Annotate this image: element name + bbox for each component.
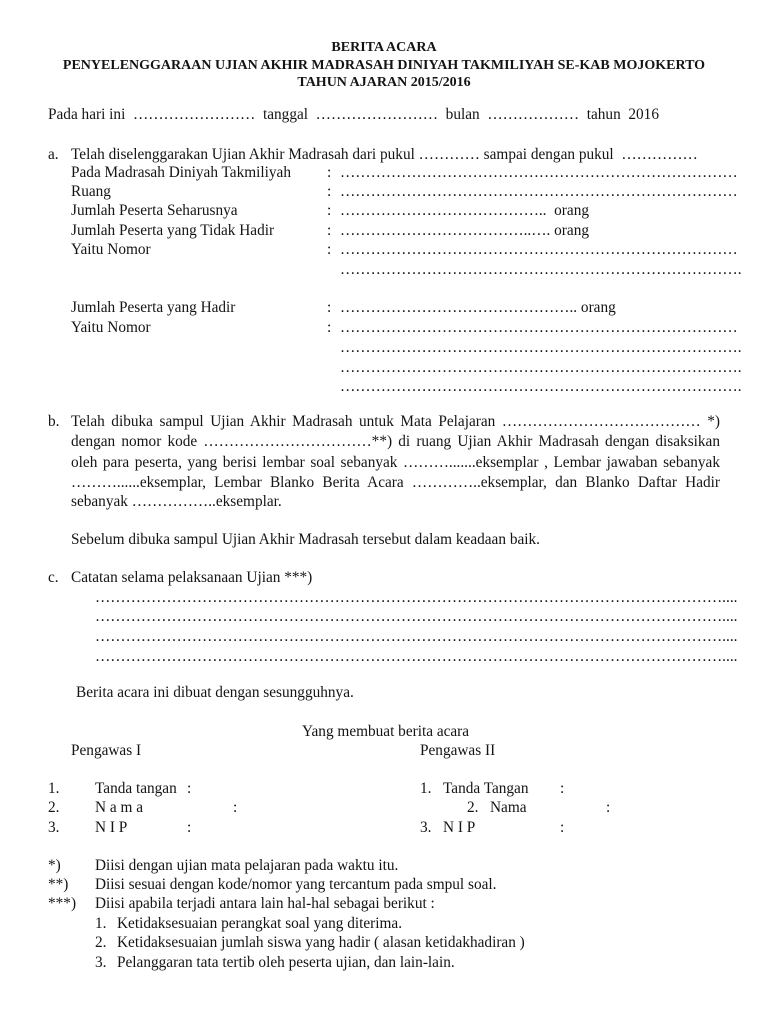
field-row-present-numbers xyxy=(71,318,738,338)
field-blank: …………………………………………………………………… xyxy=(340,183,738,200)
left-item-number: 2. xyxy=(48,799,60,816)
right-item-colon: : xyxy=(560,780,565,797)
field-label: Pada Madrasah Diniyah Takmiliyah xyxy=(71,164,291,181)
field-blank-continuation: ……………………………………………………………………. xyxy=(340,359,742,376)
signature-heading: Yang membuat berita acara xyxy=(302,723,470,740)
left-item-number: 3. xyxy=(48,819,60,836)
right-item-number: 2. xyxy=(467,799,479,816)
footnote-text: Diisi apabila terjadi antara lain hal-hal sebagai berikut : xyxy=(95,895,435,912)
section-b-note: Sebelum dibuka sampul Ujian Akhir Madrasah tersebut dalam keadaan baik. xyxy=(71,531,540,548)
field-row-expected-participants xyxy=(71,201,589,221)
right-item-colon: : xyxy=(560,819,565,836)
supervisor-2-title: Pengawas II xyxy=(420,742,496,759)
footnote-item-text: Pelanggaran tata tertib oleh peserta ujian, dan lain-lain. xyxy=(117,954,455,971)
notes-blank-line: …………………………………………………………………………………………………………….... xyxy=(95,628,738,645)
field-blank: …………………………………………………………………… xyxy=(340,241,738,258)
field-colon: : xyxy=(327,183,332,200)
supervisor-1-title: Pengawas I xyxy=(71,742,142,759)
notes-blank-line: …………………………………………………………………………………………………………….... xyxy=(95,589,738,606)
field-blank: ………………………………..…. orang xyxy=(340,222,589,239)
left-item-colon: : xyxy=(187,780,192,797)
section-b-line: oleh para peserta, yang berisi lembar soal sebanyak ……….......eksemplar , Lembar jawaban sebanyak xyxy=(71,454,720,471)
section-b-line: Telah dibuka sampul Ujian Akhir Madrasah untuk Mata Pelajaran ………………………………… *) xyxy=(71,413,720,430)
field-row-madrasah xyxy=(71,163,738,183)
academic-year: TAHUN AJARAN 2015/2016 xyxy=(297,75,471,90)
closing-statement: Berita acara ini dibuat dengan sesungguhnya. xyxy=(76,684,354,701)
section-a-intro: Telah diselenggarakan Ujian Akhir Madrasah dari pukul ………… sampai dengan pukul …………… xyxy=(71,146,698,163)
document-title: BERITA ACARA xyxy=(331,40,437,55)
section-c-label: Catatan selama pelaksanaan Ujian ***) xyxy=(71,569,313,586)
field-blank-continuation: ……………………………………………………………………. xyxy=(340,378,742,395)
document-subtitle: PENYELENGGARAAN UJIAN AKHIR MADRASAH DINIYAH TAKMILIYAH SE-KAB MOJOKERTO xyxy=(62,58,706,73)
section-a-marker: a. xyxy=(48,146,59,163)
field-blank: ………………………………….. orang xyxy=(340,202,589,219)
left-item-colon: : xyxy=(187,819,192,836)
field-colon: : xyxy=(327,241,332,258)
field-label: Ruang xyxy=(71,183,111,200)
right-item-label: Tanda Tangan xyxy=(443,780,529,797)
footnote-marker: *) xyxy=(48,857,61,874)
field-label: Yaitu Nomor xyxy=(71,241,151,258)
left-item-number: 1. xyxy=(48,780,60,797)
left-item-label: N a m a xyxy=(95,799,143,816)
field-blank: …………………………………………………………………… xyxy=(340,319,738,336)
field-row-absent-numbers xyxy=(71,240,738,260)
field-row-absent-participants xyxy=(71,221,589,241)
footnote-text: Diisi dengan ujian mata pelajaran pada waktu itu. xyxy=(95,857,399,874)
field-blank: ……………………………………….. orang xyxy=(340,299,616,316)
date-line: Pada hari ini …………………… tanggal …………………… bulan ……………… tahun 2016 xyxy=(48,106,659,123)
footnote-item-number: 1. xyxy=(95,915,107,932)
section-b-line: ………......eksemplar, Lembar Blanko Berita Acara …………..eksemplar, dan Blanko Daftar Hadir xyxy=(71,474,720,491)
field-colon: : xyxy=(327,319,332,336)
field-label: Jumlah Peserta yang Hadir xyxy=(71,299,236,316)
right-item-colon: : xyxy=(606,799,611,816)
field-colon: : xyxy=(327,202,332,219)
field-colon: : xyxy=(327,299,332,316)
section-b-line: sebanyak ……………..eksemplar. xyxy=(71,493,282,510)
section-b-marker: b. xyxy=(48,413,60,430)
footnote-marker: **) xyxy=(48,876,69,893)
left-item-label: Tanda tangan xyxy=(95,780,177,797)
field-blank-continuation: ……………………………………………………………………. xyxy=(340,339,742,356)
notes-blank-line: …………………………………………………………………………………………………………….... xyxy=(95,608,738,625)
footnote-item-number: 2. xyxy=(95,934,107,951)
footnote-item-text: Ketidaksesuaian jumlah siswa yang hadir ( alasan ketidakhadiran ) xyxy=(117,934,525,951)
field-blank: …………………………………………………………………… xyxy=(340,164,738,181)
right-item-label: Nama xyxy=(490,799,527,816)
field-blank-continuation: ……………………………………………………………………. xyxy=(340,261,742,278)
footnote-item-number: 3. xyxy=(95,954,107,971)
field-colon: : xyxy=(327,164,332,181)
field-label: Yaitu Nomor xyxy=(71,319,151,336)
section-b-line: dengan nomor kode ……………………………**) di ruang Ujian Akhir Madrasah dengan disaksikan xyxy=(71,433,720,450)
right-item-number: 3. xyxy=(420,819,432,836)
notes-blank-line: …………………………………………………………………………………………………………….... xyxy=(95,648,738,665)
section-c-marker: c. xyxy=(48,569,59,586)
field-label: Jumlah Peserta yang Tidak Hadir xyxy=(71,222,275,239)
right-item-label: N I P xyxy=(443,819,476,836)
signature-row-name xyxy=(0,798,768,818)
left-item-colon: : xyxy=(233,799,238,816)
field-label: Jumlah Peserta Seharusnya xyxy=(71,202,238,219)
field-row-present-participants xyxy=(71,298,616,318)
signature-row-signature xyxy=(0,779,768,799)
field-row-ruang xyxy=(71,182,738,202)
left-item-label: N I P xyxy=(95,819,128,836)
footnote-item-text: Ketidaksesuaian perangkat soal yang diterima. xyxy=(117,915,403,932)
right-item-number: 1. xyxy=(420,780,432,797)
field-colon: : xyxy=(327,222,332,239)
footnote-marker: ***) xyxy=(48,895,77,912)
footnote-text: Diisi sesuai dengan kode/nomor yang tercantum pada smpul soal. xyxy=(95,876,497,893)
signature-row-nip xyxy=(0,818,768,838)
